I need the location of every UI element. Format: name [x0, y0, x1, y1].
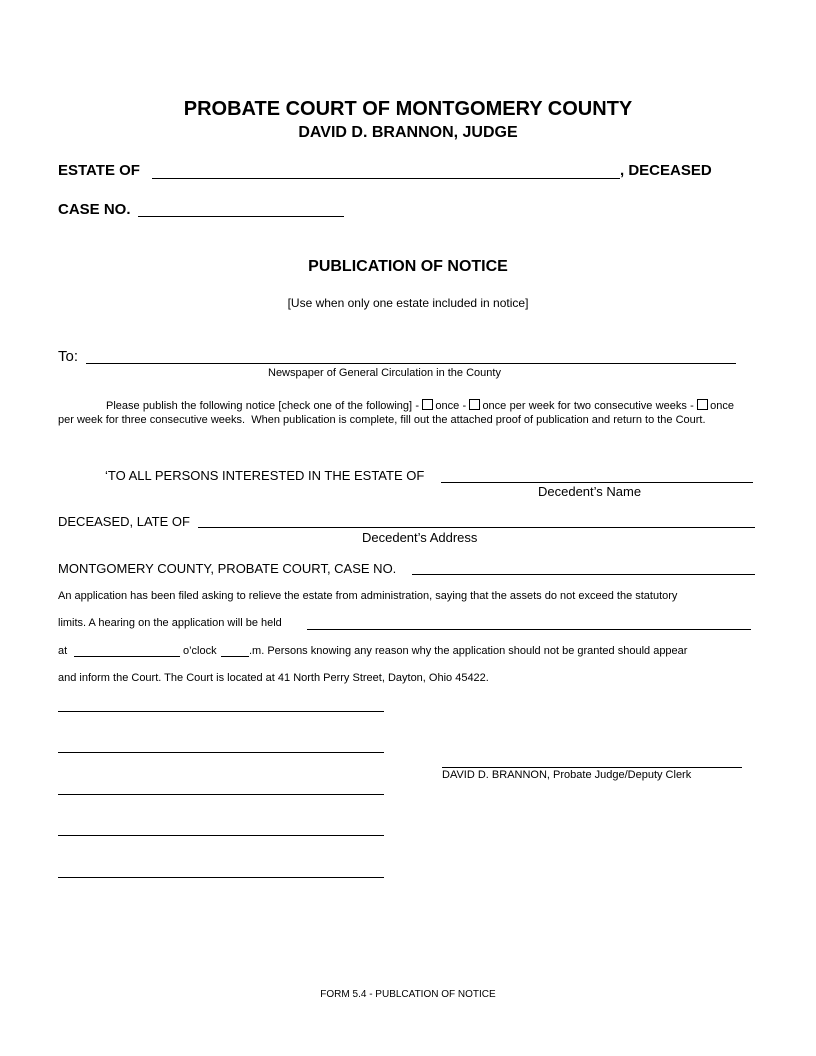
- oclock-label: o’clock: [183, 645, 217, 657]
- notice-line-3: .m. Persons knowing any reason why the application should not be granted should appear: [249, 645, 688, 657]
- newspaper-field[interactable]: [86, 363, 736, 364]
- case-number-field[interactable]: [138, 216, 344, 217]
- form-title: PUBLICATION OF NOTICE: [308, 258, 508, 275]
- decedent-address-field[interactable]: [198, 527, 755, 528]
- checkbox-three-weeks[interactable]: [697, 399, 708, 410]
- estate-field[interactable]: [152, 178, 620, 179]
- notice-line-2: limits. A hearing on the application will be held: [58, 617, 282, 629]
- signature-line-5[interactable]: [58, 877, 384, 878]
- decedent-address-caption: Decedent’s Address: [362, 530, 478, 545]
- to-label: To:: [58, 348, 79, 365]
- form-subtitle: [Use when only one estate included in notice]: [287, 296, 529, 310]
- judge-signature-line[interactable]: [442, 767, 742, 768]
- signature-line-3[interactable]: [58, 794, 384, 795]
- signature-line-1[interactable]: [58, 711, 384, 712]
- instructions-intro: Please publish the following notice [check one of the following] -: [106, 400, 420, 412]
- checkbox-two-weeks[interactable]: [469, 399, 480, 410]
- instructions-outro: When publication is complete, fill out the attached proof of publication and return to the Court.: [251, 414, 706, 426]
- deceased-label: , DECEASED: [620, 162, 712, 179]
- county-case-label: MONTGOMERY COUNTY, PROBATE COURT, CASE NO.: [58, 561, 397, 576]
- notice-at-label: at: [58, 645, 68, 657]
- option-three-weeks-label: once per week for three consecutive weeks.: [58, 400, 734, 426]
- notice-line-4: and inform the Court. The Court is located at 41 North Perry Street, Dayton, Ohio 45422.: [58, 672, 489, 684]
- hearing-date-field[interactable]: [307, 629, 751, 630]
- signature-line-2[interactable]: [58, 752, 384, 753]
- hearing-time-field[interactable]: [74, 656, 180, 657]
- form-footer: FORM 5.4 - PUBLCATION OF NOTICE: [320, 989, 496, 1000]
- estate-label: ESTATE OF: [58, 162, 140, 179]
- option-once-label: once -: [435, 400, 467, 412]
- am-pm-field[interactable]: [221, 656, 249, 657]
- decedent-name-field[interactable]: [441, 482, 753, 483]
- judge-name: DAVID D. BRANNON, JUDGE: [298, 124, 518, 141]
- case-label: CASE NO.: [58, 201, 131, 218]
- instructions-paragraph: [58, 399, 734, 427]
- signature-line-4[interactable]: [58, 835, 384, 836]
- court-title: PROBATE COURT OF MONTGOMERY COUNTY: [183, 98, 633, 120]
- checkbox-once[interactable]: [422, 399, 433, 410]
- late-of-label: DECEASED, LATE OF: [58, 514, 190, 529]
- notice-case-number-field[interactable]: [412, 574, 755, 575]
- judge-signature-caption: DAVID D. BRANNON, Probate Judge/Deputy Clerk: [442, 769, 692, 781]
- newspaper-caption: Newspaper of General Circulation in the County: [268, 367, 501, 379]
- option-two-weeks-label: once per week for two consecutive weeks -: [482, 400, 694, 412]
- decedent-name-caption: Decedent’s Name: [538, 484, 642, 499]
- notice-line-1: An application has been filed asking to relieve the estate from administration, saying that the assets do not exceed the statutory: [58, 590, 678, 602]
- interested-label: ‘TO ALL PERSONS INTERESTED IN THE ESTATE OF: [105, 468, 425, 483]
